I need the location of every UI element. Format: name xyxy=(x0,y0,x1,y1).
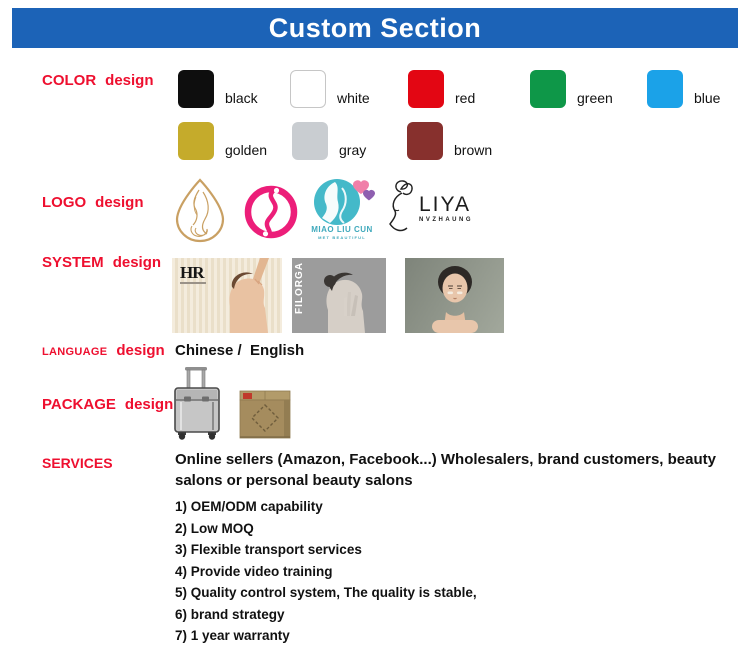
system-label-main: SYSTEM xyxy=(42,254,104,271)
swatch-label: black xyxy=(225,90,258,106)
carton-box-icon xyxy=(238,389,292,440)
services-list xyxy=(175,496,477,647)
miao-logo-title: MIAO LIU CUN xyxy=(311,225,373,234)
hr-brand-underline xyxy=(180,282,206,284)
miao-logo-subtitle: MET BEAUTIFUL xyxy=(318,235,366,240)
color-option-golden xyxy=(178,122,267,160)
swatch-label: blue xyxy=(694,90,721,106)
logo-design-label xyxy=(42,194,144,211)
language-design-label xyxy=(42,342,165,359)
package-design-label xyxy=(42,396,173,413)
filorga-photo-silhouette-icon xyxy=(292,258,386,333)
golden-swatch xyxy=(178,122,214,160)
services-intro: Online sellers (Amazon, Facebook...) Wholesalers, brand customers, beauty salons or personal beauty salons xyxy=(175,451,716,489)
green-swatch xyxy=(530,70,566,108)
red-swatch xyxy=(408,70,444,108)
services-label xyxy=(42,455,113,471)
package-label-sub: design xyxy=(124,396,174,413)
logo-label-main: LOGO xyxy=(42,194,87,211)
page-title: Custom Section xyxy=(268,12,482,43)
language-label-main: LANGUAGE xyxy=(42,346,108,358)
liya-face-lineart-icon xyxy=(381,177,417,241)
services-label-main: SERVICES xyxy=(42,455,113,471)
liya-logo xyxy=(381,177,473,241)
language-label-sub: design xyxy=(116,342,165,359)
color-option-black xyxy=(178,70,258,108)
color-option-gray xyxy=(292,122,366,160)
portrait-silhouette-icon xyxy=(405,258,504,333)
swatch-label: gray xyxy=(339,142,367,158)
liya-logo-subtitle: NVZHAUNG xyxy=(419,217,473,223)
filorga-brand-mark: FILORGA xyxy=(294,262,305,314)
color-label-main: COLOR xyxy=(42,72,97,89)
color-option-white xyxy=(290,70,370,108)
swatch-label: green xyxy=(577,90,613,106)
package-label-main: PACKAGE xyxy=(42,396,116,413)
color-option-blue xyxy=(647,70,720,108)
color-option-green xyxy=(530,70,613,108)
black-swatch xyxy=(178,70,214,108)
service-item-5: 5) Quality control system, The quality is stable, xyxy=(175,585,477,600)
brown-swatch xyxy=(407,122,443,160)
swatch-label: white xyxy=(337,90,370,106)
pink-circle-logo-icon xyxy=(243,184,299,240)
system-photo-portrait xyxy=(405,258,504,333)
color-design-label xyxy=(42,72,154,89)
language-value: Chinese / English xyxy=(175,342,305,359)
blue-swatch xyxy=(647,70,683,108)
gold-teardrop-logo-icon xyxy=(173,177,227,243)
system-photo-hr xyxy=(172,258,282,333)
section-header xyxy=(12,8,738,48)
liya-logo-title: LIYA xyxy=(419,193,471,216)
swatch-label: brown xyxy=(454,142,493,158)
swatch-label: golden xyxy=(225,142,268,158)
service-item-1: 1) OEM/ODM capability xyxy=(175,499,323,514)
service-item-2: 2) Low MOQ xyxy=(175,520,254,536)
system-label-sub: design xyxy=(112,254,162,271)
service-item-3: 3) Flexible transport services xyxy=(175,542,362,557)
miao-liu-cun-logo xyxy=(305,178,379,244)
color-label-sub: design xyxy=(105,72,154,89)
white-swatch xyxy=(290,70,326,108)
service-item-7: 7) 1 year warranty xyxy=(175,628,290,643)
gray-swatch xyxy=(292,122,328,160)
hr-brand-mark: HR xyxy=(180,263,204,282)
swatch-label: red xyxy=(455,90,476,106)
color-option-brown xyxy=(407,122,492,160)
system-design-label xyxy=(42,254,161,271)
service-item-6: 6) brand strategy xyxy=(175,606,285,622)
logo-label-sub: design xyxy=(95,194,144,211)
system-photo-filorga xyxy=(292,258,386,333)
color-option-red xyxy=(408,70,475,108)
trolley-case-icon xyxy=(172,366,222,440)
service-item-4: 4) Provide video training xyxy=(175,563,333,579)
